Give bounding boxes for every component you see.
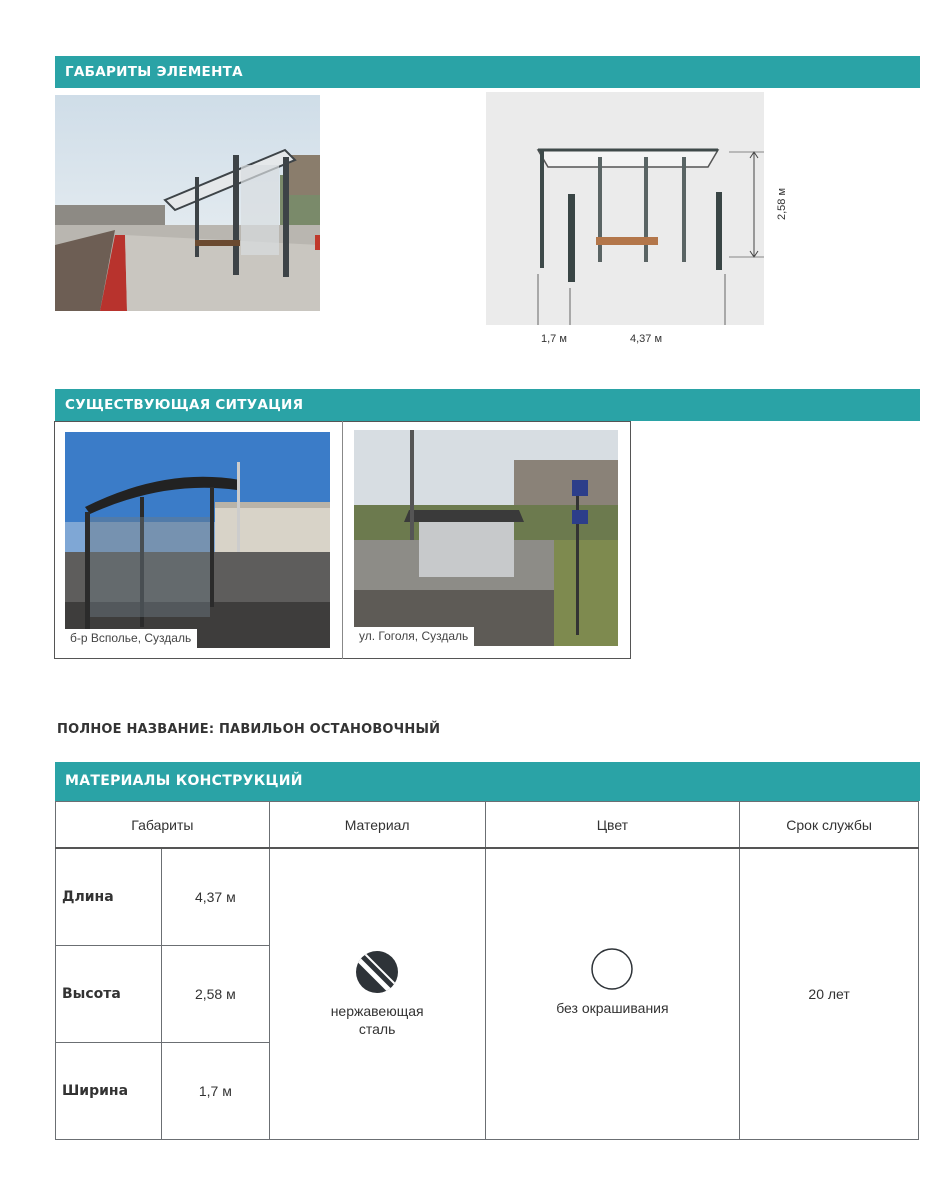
header-dimensions: Габариты [56,802,270,849]
photo-caption-1: б-р Всполье, Суздаль [65,629,197,648]
stop-dimension-drawing [486,92,764,325]
header-service-life: Срок службы [740,802,919,849]
service-life-cell: 20 лет [740,848,919,1140]
section-header-dimensions: ГАБАРИТЫ ЭЛЕМЕНТА [55,56,920,88]
table-row [56,848,919,946]
existing-stop-photo-2 [354,430,618,646]
header-material: Материал [269,802,485,849]
row-label-width: Ширина [56,1043,162,1140]
row-value-width: 1,7 м [161,1043,269,1140]
full-name-heading: ПОЛНОЕ НАЗВАНИЕ: ПАВИЛЬОН ОСТАНОВОЧНЫЙ [57,722,441,737]
row-value-height: 2,58 м [161,946,269,1043]
width-dimension-label: 1,7 м [541,333,567,345]
row-label-height: Высота [56,946,162,1043]
length-dimension-label: 4,37 м [630,333,663,345]
modern-stop-photo [55,95,320,311]
row-value-length: 4,37 м [161,848,269,946]
row-label-length: Длина [56,848,162,946]
table-header-row [56,802,919,849]
stainless-steel-icon [355,950,399,994]
section-header-materials: МАТЕРИАЛЫ КОНСТРУКЦИЙ [55,762,920,801]
photo-caption-2: ул. Гоголя, Суздаль [354,627,474,646]
section-header-existing: СУЩЕСТВУЮЩАЯ СИТУАЦИЯ [55,389,920,421]
header-color: Цвет [485,802,740,849]
materials-table [55,801,919,1140]
material-text: нержавеющая сталь [330,1003,424,1037]
color-cell [485,848,740,1140]
material-cell [269,848,485,1140]
color-text: без окрашивания [556,1000,669,1016]
height-dimension-label: 2,58 м [776,187,788,220]
existing-stop-photo-1 [65,432,330,648]
frame-divider [342,421,343,659]
empty-circle-icon [590,947,634,991]
